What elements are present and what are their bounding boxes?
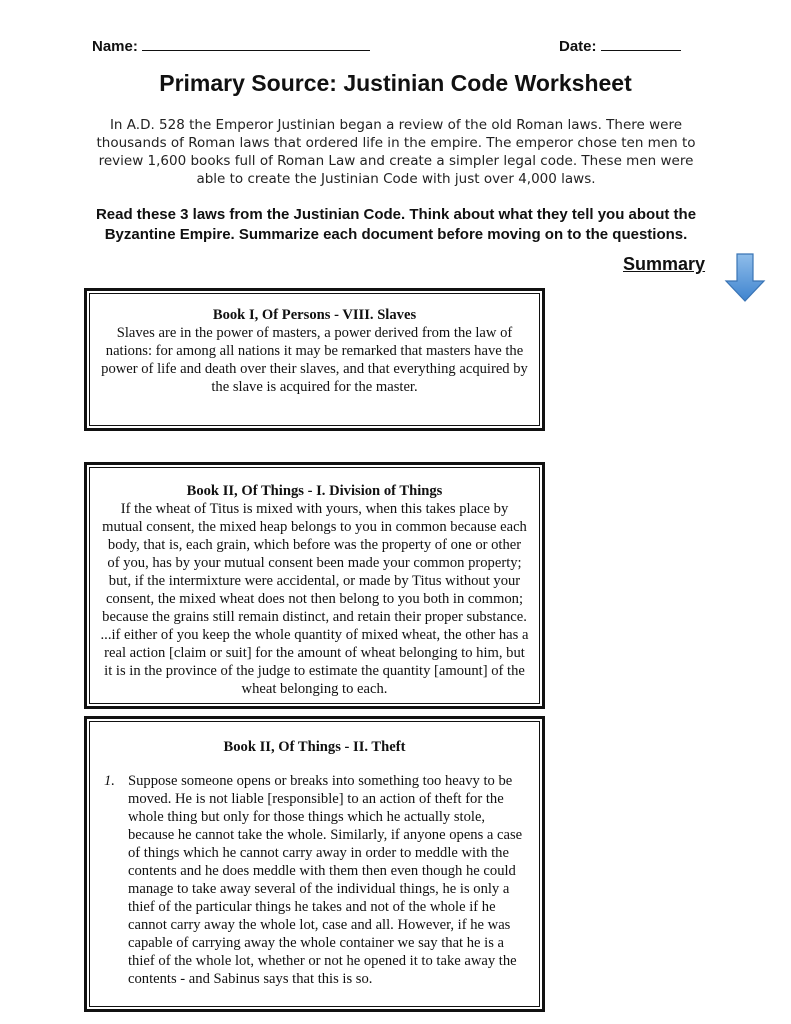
law-list-item — [100, 772, 529, 988]
name-field[interactable] — [92, 36, 370, 55]
law-title: Book II, Of Things - II. Theft — [223, 739, 406, 755]
page-title: Primary Source: Justinian Code Worksheet — [159, 70, 632, 96]
law-item-number: 1. — [104, 773, 115, 789]
summary-heading: Summary — [623, 254, 706, 274]
date-label: Date: — [559, 38, 597, 55]
law-box-division-of-things — [84, 462, 545, 709]
instructions: Read these 3 laws from the Justinian Code. Think about what they tell you about the Byzantine Empire. Summarize each document before moving on to the questions. — [95, 206, 697, 243]
name-blank-line[interactable] — [142, 36, 370, 51]
law-box-slaves — [84, 288, 545, 431]
date-blank-line[interactable] — [601, 36, 681, 51]
law-text: If the wheat of Titus is mixed with yours, when this takes place by mutual consent, the mixed heap belongs to you in common because each body, that is, each grain, which before was the property of one or other of you, has by your mutual consent been made your common property; but, if the intermixture were accidental, or made by Titus without your consent, the mixed wheat does not then belong to you both in common; because the grains still remain distinct, and retain their proper substance. ...if either of you keep the whole quantity of mixed wheat, the other has a real action [claim or suit] for the amount of wheat belonging to him, but it is in the province of the judge to estimate the quantity [amount] of the wheat belonging to each. — [100, 501, 529, 697]
date-field[interactable] — [559, 36, 681, 55]
law-title: Book II, Of Things - I. Division of Things — [186, 483, 443, 499]
name-label: Name: — [92, 38, 138, 55]
intro-paragraph: In A.D. 528 the Emperor Justinian began a review of the old Roman laws. There were thousands of Roman laws that ordered life in the empire. The emperor chose ten men to review 1,600 books full of Roman Law and create a simpler legal code. These men were able to create the Justinian Code with just over 4,000 laws. — [96, 117, 696, 187]
law-box-theft — [84, 716, 545, 1012]
law-text: Slaves are in the power of masters, a power derived from the law of nations: for among all nations it may be remarked that masters have the power of life and death over their slaves, and that everything acquired by the slave is acquired for the master. — [101, 325, 528, 395]
law-text: Suppose someone opens or breaks into something too heavy to be moved. He is not liable [responsible] to an action of theft for the whole thing but only for those things which he actually stole, because he cannot take the whole. Similarly, if anyone opens a case of things which he cannot carry away in order to meddle with the contents and he does meddle with them then even though he could manage to take away several of the individual things, he is only a thief of the particular things he takes and not of the whole if he cannot carry away the whole lot, case and all. However, if he was capable of carrying away the whole container we say that he is a thief of the whole lot, whether or not he opened it to take away the contents - and Sabinus says that this is so. — [128, 773, 523, 987]
down-arrow-icon — [724, 253, 766, 303]
law-title: Book I, Of Persons - VIII. Slaves — [212, 307, 417, 323]
